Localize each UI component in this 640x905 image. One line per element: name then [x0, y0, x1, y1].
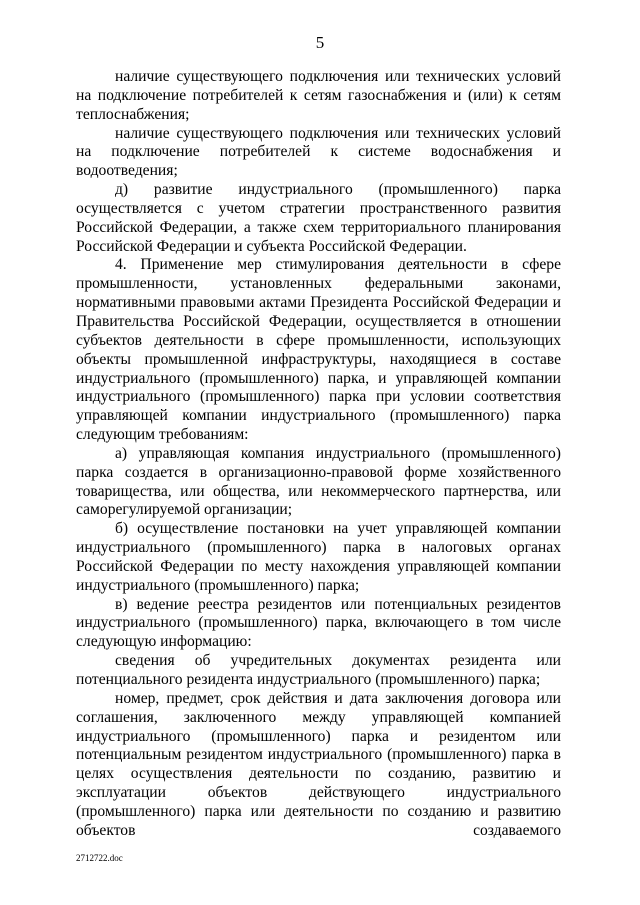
paragraph-gas-heat-connection: наличие существующего подключения или технических условий на подключение потребителей к сетям газоснабжения и (или) к сетям теплоснабжения; [76, 68, 561, 123]
document-body [76, 68, 561, 841]
paragraph-water-connection: наличие существующего подключения или технических условий на подключение потребителей к системе водоснабжения и водоотведения; [76, 124, 561, 180]
paragraph-item-a-management-company: а) управляющая компания индустриального (промышленного) парка создается в организационно-правовой форме хозяйственного товарищества, или общества, или некоммерческого партнерства, или саморегулируемой организации; [76, 444, 561, 519]
file-reference: 2712722.doc [76, 853, 123, 863]
paragraph-contract-details: номер, предмет, срок действия и дата заключения договора или соглашения, заключенного между управляющей компанией индустриального (промышленного) парка и резидентом или потенциальным резидентом индустриального (промышленного) парка в целях осуществления деятельности по созданию, развитию и эксплуатации объектов действующего индустриального (промышленного) парка или деятельности по созданию и развитию объектов создаваемого [76, 689, 561, 839]
paragraph-item-v-resident-registry: в) ведение реестра резидентов или потенциальных резидентов индустриального (промышленного) парка, включающего в том числе следующую информацию: [76, 595, 561, 651]
paragraph-item-b-tax-registration: б) осуществление постановки на учет управляющей компании индустриального (промышленного) парка в налоговых органах Российской Федерации по месту нахождения управляющей компании индустриального (промышленного) парка; [76, 520, 561, 594]
paragraph-founding-documents: сведения об учредительных документах резидента или потенциального резидента индустриального (промышленного) парка; [76, 652, 561, 688]
page-number: 5 [315, 33, 325, 52]
paragraph-section-4-measures: 4. Применение мер стимулирования деятельности в сфере промышленности, установленных федеральными законами, нормативными правовыми актами Президента Российской Федерации и Правительства Российской Федерации, осуществляется в отношении субъектов деятельности в сфере промышленности, использующих объекты промышленной инфраструктуры, находящиеся в составе индустриального (промышленного) парка, и управляющей компании индустриального (промышленного) парка при условии соответствия управляющей компании индустриального (промышленного) парка следующим требованиям: [76, 256, 561, 444]
paragraph-item-d-development: д) развитие индустриального (промышленного) парка осуществляется с учетом стратегии пространственного развития Российской Федерации, а также схем территориального планирования Российской Федерации и субъекта Российской Федерации. [76, 181, 561, 255]
